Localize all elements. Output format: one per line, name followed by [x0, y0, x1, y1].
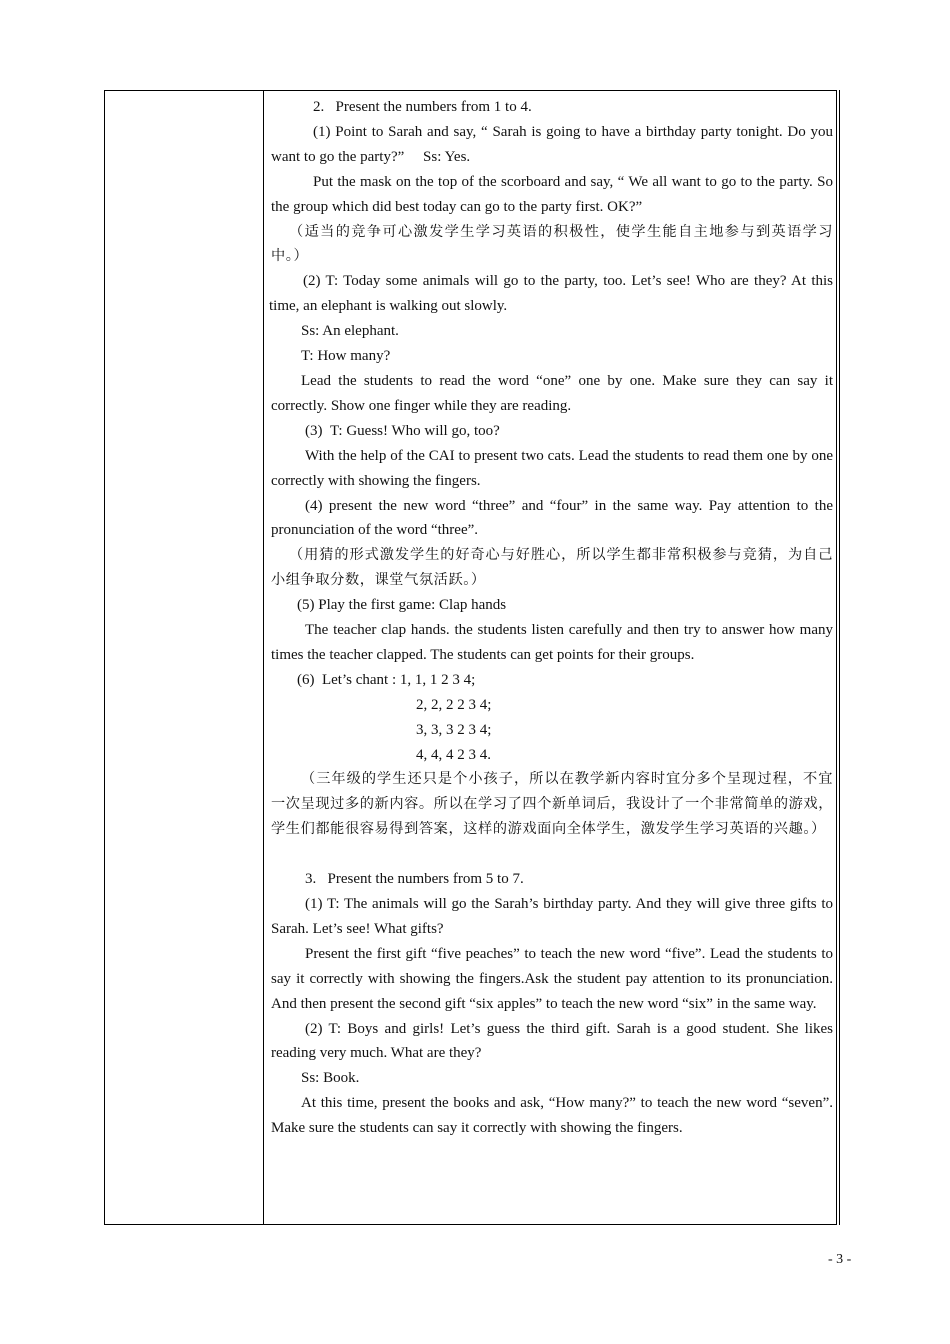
section-2-paragraph: (1) Point to Sarah and say, “ Sarah is going to have a birthday party tonight. Do you want to go the party?” Ss: Yes.	[271, 123, 833, 165]
section-2-paragraph: Ss: An elephant.	[301, 323, 399, 340]
section-2-paragraph: (5) Play the first game: Clap hands	[297, 597, 507, 614]
chant-intro: (6) Let’s chant : 1, 1, 1 2 3 4;	[297, 671, 476, 688]
chant-line: 4, 4, 4 2 3 4.	[416, 746, 491, 763]
section-3-paragraph: (2) T: Boys and girls! Let’s guess the third gift. Sarah is a good student. She likes reading very much. What are they?	[271, 1020, 833, 1062]
chinese-note: （三年级的学生还只是个小孩子，所以在教学新内容时宜分多个呈现过程，不宜一次呈现过多的新内容。所以在学习了四个新单词后，我设计了一个非常简单的游戏，学生们都能很容易得到答案，这样的游戏面向全体学生，激发学生学习英语的兴趣。）	[271, 771, 833, 838]
chant-line: 2, 2, 2 2 3 4;	[416, 696, 492, 713]
section-2-paragraph: The teacher clap hands. the students listen carefully and then try to answer how many times the teacher clapped. The students can get points for their groups.	[271, 622, 833, 663]
section-2-paragraph: Put the mask on the top of the scorboard and say, “ We all want to go to the party. So the group which did best today can go to the party first. OK?”	[271, 173, 833, 215]
section-3-paragraph: Ss: Book.	[301, 1070, 360, 1087]
section-2-paragraph: T: How many?	[301, 348, 391, 365]
section-3-heading: 3. Present the numbers from 5 to 7.	[305, 871, 524, 888]
lesson-content-cell	[271, 95, 833, 1141]
section-3-paragraph: (1) T: The animals will go the Sarah’s birthday party. And they will give three gifts to Sarah. Let’s see! What gifts?	[271, 895, 833, 937]
chinese-note: （适当的竞争可心激发学生学习英语的积极性，使学生能自主地参与到英语学习中。）	[271, 223, 833, 265]
chant-line: 3, 3, 3 2 3 4;	[416, 721, 492, 738]
page-number: - 3 -	[828, 1252, 852, 1267]
section-2-paragraph: With the help of the CAI to present two cats. Lead the students to read them one by one correctly with showing the fingers.	[271, 447, 833, 489]
section-2-paragraph: (3) T: Guess! Who will go, too?	[305, 422, 500, 439]
section-3-paragraph: At this time, present the books and ask, “How many?” to teach the new word “seven”. Make sure the students can say it correctly with showing the fingers.	[271, 1095, 833, 1137]
chinese-note: （用猜的形式激发学生的好奇心与好胜心，所以学生都非常积极参与竞猜，为自己小组争取分数，课堂气氛活跃。）	[271, 547, 833, 589]
blank-line	[271, 842, 833, 867]
section-2-paragraph: (2) T: Today some animals will go to the party, too. Let’s see! Who are they? At this time, an elephant is walking out slowly.	[269, 273, 833, 315]
section-2-paragraph: Lead the students to read the word “one” one by one. Make sure they can say it correctly. Show one finger while they are reading.	[271, 372, 833, 414]
section-2-paragraph: (4) present the new word “three” and “four” in the same way. Pay attention to the pronunciation of the word “three”.	[271, 497, 833, 539]
section-2-heading: 2. Present the numbers from 1 to 4.	[313, 99, 532, 115]
section-3-paragraph: Present the first gift “five peaches” to teach the new word “five”. Lead the students to say it correctly with showing the fingers.Ask the student pay attention to its pronunciation. And then present the second gift “six apples” to teach the new word “six” in the same way.	[271, 945, 833, 1012]
column-divider	[263, 90, 264, 1225]
